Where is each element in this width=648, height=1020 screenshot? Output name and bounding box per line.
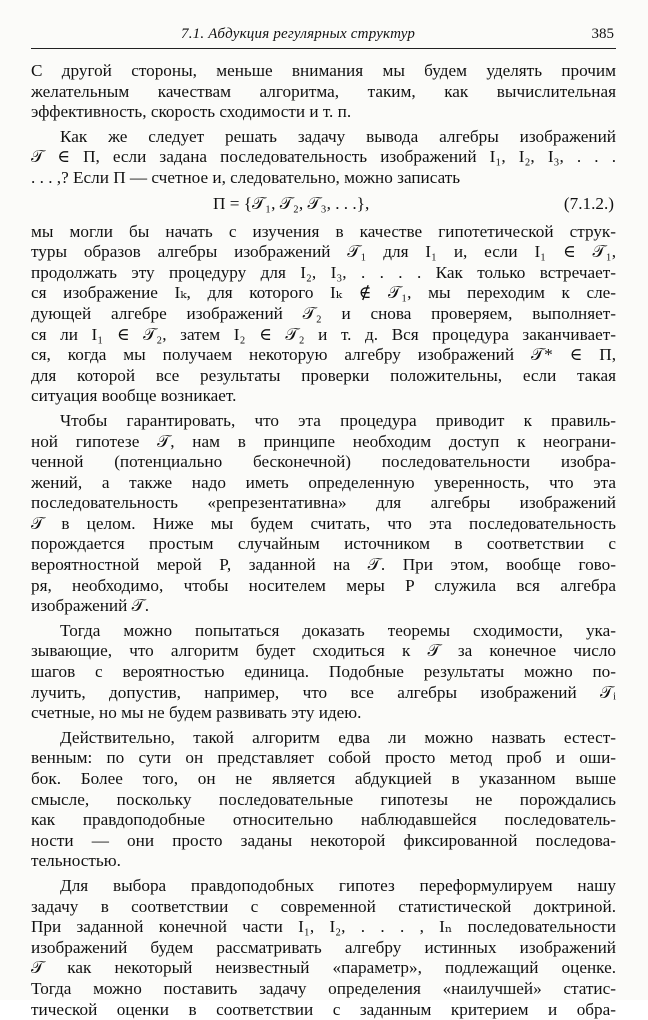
page-number: 385 xyxy=(591,26,614,42)
text-line: Тогда можно поставить задачу определения «наилучшей» статис- xyxy=(31,978,616,998)
paragraph xyxy=(31,621,616,724)
equation-formula: П = {𝒯₁, 𝒯₂, 𝒯₃, . . .}, xyxy=(213,193,370,213)
text-line: желательным качествам алгоритма, таким, как вычислительная xyxy=(31,81,616,101)
text-line: шагов с вероятностью единица. Подобные результаты можно по- xyxy=(31,662,616,682)
paragraph xyxy=(31,876,616,1020)
text-line: венным: по сути он представляет собой просто метод проб и оши- xyxy=(31,748,616,768)
text-line: Как же следует решать задачу вывода алгебры изображений xyxy=(60,126,616,146)
text-line: ситуация вообще возникает. xyxy=(31,386,237,406)
text-line: Чтобы гарантировать, что эта процедура приводит к правиль- xyxy=(60,410,616,430)
text-line: С другой стороны, меньше внимания мы будем уделять прочим xyxy=(31,61,616,80)
text-line: . . . ,? Если П — счетное и, следовательно, можно записать xyxy=(31,167,461,187)
text-line: туры образов алгебры изображений 𝒯₁ для I₁ и, если I₁ ∈ 𝒯₁, xyxy=(31,242,616,262)
text-line: изображений будем рассматривать алгебру истинных изображений xyxy=(31,937,616,957)
paragraph xyxy=(31,222,616,407)
text-line: ся, когда мы получаем некоторую алгебру изображений 𝒯* ∈ П, xyxy=(31,345,616,365)
text-line: ся изображение Iₖ, для которого Iₖ ∉ 𝒯₁, мы переходим к сле- xyxy=(31,283,616,303)
paragraph xyxy=(31,61,616,123)
text-line: тельностью. xyxy=(31,851,121,871)
text-line: ся ли I₁ ∈ 𝒯₂, затем I₂ ∈ 𝒯₂ и т. д. Вся процедура заканчивает- xyxy=(31,324,616,344)
text-line: бок. Более того, он не является абдукцией в указанном выше xyxy=(31,769,616,788)
text-line: продолжать эту процедуру для I₂, I₃, . . . . Как только встречает- xyxy=(31,262,616,282)
text-line: Тогда можно попытаться доказать теоремы сходимости, ука- xyxy=(60,620,616,640)
text-line: ной гипотезе 𝒯, нам в принципе необходим доступ к неограни- xyxy=(31,431,616,451)
display-equation xyxy=(31,192,616,218)
text-line: порождается простым случайным источником в соответствии с xyxy=(31,534,616,554)
running-head-title: 7.1. Абдукция регулярных структур xyxy=(181,26,416,42)
text-line: жений, а также надо иметь определенную уверенность, что эта xyxy=(31,472,616,492)
text-line: дующей алгебре изображений 𝒯₂ и снова проверяем, выполняет- xyxy=(31,303,616,323)
text-line: эффективность, скорость сходимости и т. п. xyxy=(31,102,352,122)
text-line: При заданной конечной части I₁, I₂, . . . , Iₙ последовательности xyxy=(31,917,616,937)
text-line: 𝒯 в целом. Ниже мы будем считать, что эта последовательность xyxy=(31,513,616,533)
text-line: тической оценки в соответствии с заданным критерием и обра- xyxy=(31,999,616,1019)
paragraph xyxy=(31,411,616,617)
text-line: для которой все результаты проверки положительны, если такая xyxy=(31,365,616,385)
running-head xyxy=(31,26,616,49)
text-line: 𝒯 как некоторый неизвестный «параметр», подлежащий оценке. xyxy=(31,958,616,978)
text-line: задачу в соответствии с современной статистической доктриной. xyxy=(31,896,616,916)
paragraph xyxy=(31,728,616,872)
page-body xyxy=(31,61,616,1020)
text-line: 𝒯 ∈ П, если задана последовательность изображений I₁, I₂, I₃, . . . xyxy=(31,147,616,167)
text-line: мы могли бы начать с изучения в качестве гипотетической струк- xyxy=(31,221,616,241)
text-line: ности — они просто заданы некоторой фиксированной последова- xyxy=(31,830,616,850)
paragraph xyxy=(31,127,616,189)
text-line: зывающие, что алгоритм будет сходиться к 𝒯 за конечное число xyxy=(31,641,616,661)
text-line: Для выбора правдоподобных гипотез переформулируем нашу xyxy=(60,875,616,895)
text-line: лучить, допустив, например, что все алгебры изображений 𝒯ᵢ xyxy=(31,682,616,702)
text-line: вероятностной мерой P, заданной на 𝒯. При этом, вообще гово- xyxy=(31,555,616,575)
equation-number: (7.1.2.) xyxy=(563,193,614,213)
text-line: ченной (потенциально бесконечной) последовательности изобра- xyxy=(31,452,616,472)
text-line: Действительно, такой алгоритм едва ли можно назвать естест- xyxy=(60,727,616,747)
text-line: последовательность «репрезентативна» для алгебры изображений xyxy=(31,493,616,513)
text-line: счетные, но мы не будем развивать эту идею. xyxy=(31,703,362,723)
text-line: ря, необходимо, чтобы носителем меры P служила вся алгебра xyxy=(31,575,616,595)
text-line: как правдоподобные относительно наблюдавшейся последователь- xyxy=(31,810,616,830)
text-line: изображений 𝒯. xyxy=(31,596,150,616)
text-line: смысле, поскольку последовательные гипотезы не порождались xyxy=(31,789,616,809)
